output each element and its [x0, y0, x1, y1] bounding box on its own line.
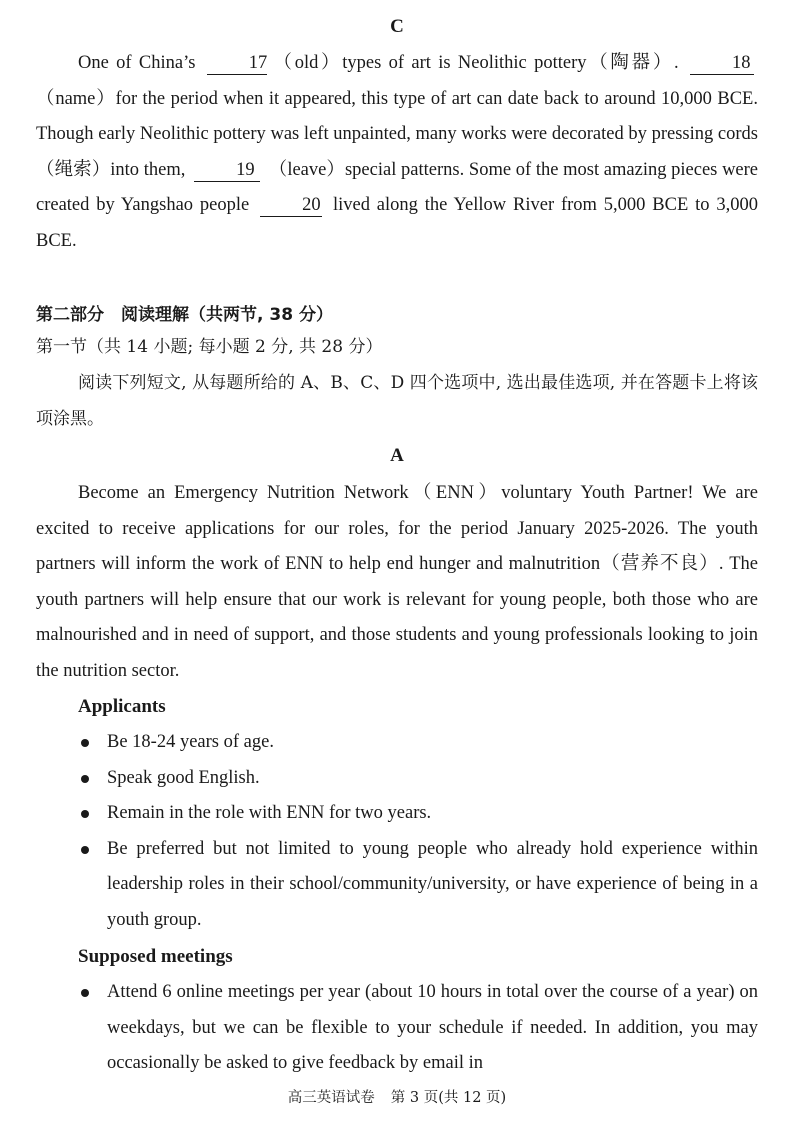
bullet-icon — [81, 846, 89, 854]
list-item-text: Remain in the role with ENN for two years. — [107, 803, 432, 824]
passage-text: One of China’s — [78, 53, 196, 73]
list-item-text: Attend 6 online meetings per year (about 10 hours in total over the course of a year) on weekdays, but we can be flexible to your schedule if needed. In addition, you may occasionally be asked to give feedback by email in — [107, 982, 758, 1074]
bullet-icon — [81, 989, 89, 997]
exam-name: 高三英语试卷 — [287, 1090, 375, 1106]
passage-text: （old）types of art is Neolithic pottery（陶器）. — [270, 53, 679, 73]
list-item — [36, 796, 758, 832]
list-item — [36, 761, 758, 797]
list-item-text: Be preferred but not limited to young people who already hold experience within leadership roles in their school/community/university, or have experience of being in a youth group. — [107, 838, 758, 930]
blank-19[interactable]: 19 — [194, 159, 260, 182]
list-item — [36, 975, 758, 1082]
passage-a-intro: Become an Emergency Nutrition Network（ENN）voluntary Youth Partner! We are excited to receive applications for our roles, for the period January 2025-2026. The youth partners will inform the work of ENN to help end hunger and malnutrition（营养不良）. The youth partners will help ensure that our work is relevant for young people, both those who are malnourished and in need of support, and those students and young professionals looking to join the nutrition sector. — [36, 483, 758, 681]
list-item-text: Speak good English. — [107, 767, 260, 788]
part-two-title: 第二部分 阅读理解（共两节, 38 分） — [36, 305, 333, 325]
applicants-list — [36, 725, 758, 939]
passage-text: （name）for the period when it appeared, this type of art can date back to around 10,000 BCE. Though early Neolithic pottery was left unpainted, many works were decorated by pressing cords（绳索）into them, — [36, 88, 758, 180]
list-item — [36, 832, 758, 939]
bullet-icon — [81, 810, 89, 818]
blank-18[interactable]: 18 — [690, 52, 754, 75]
list-item-text: Be 18-24 years of age. — [107, 732, 274, 752]
instructions: 阅读下列短文, 从每题所给的 A、B、C、D 四个选项中, 选出最佳选项, 并在答题卡上将该项涂黑。 — [36, 373, 758, 429]
bullet-icon — [81, 775, 89, 783]
page-footer — [0, 1086, 794, 1107]
passage-text: lived along the Yellow River from 5,000 BCE to 3,000 BCE. — [36, 195, 758, 251]
passage-a-letter: A — [390, 445, 404, 466]
page-number: 第 3 页(共 12 页) — [390, 1090, 507, 1106]
passage-text: （leave）special patterns. Some of the most amazing pieces were created by Yangshao people — [36, 159, 759, 216]
meetings-heading: Supposed meetings — [78, 946, 233, 967]
meetings-list — [36, 975, 758, 1082]
section-c-passage — [36, 46, 758, 260]
section-c-letter: C — [390, 16, 404, 37]
blank-20[interactable]: 20 — [260, 194, 322, 217]
applicants-heading: Applicants — [78, 696, 166, 717]
section-one-title: 第一节（共 14 小题; 每小题 2 分, 共 28 分） — [36, 337, 383, 357]
blank-17[interactable]: 17 — [207, 52, 267, 75]
bullet-icon — [81, 739, 89, 747]
list-item — [36, 725, 758, 761]
